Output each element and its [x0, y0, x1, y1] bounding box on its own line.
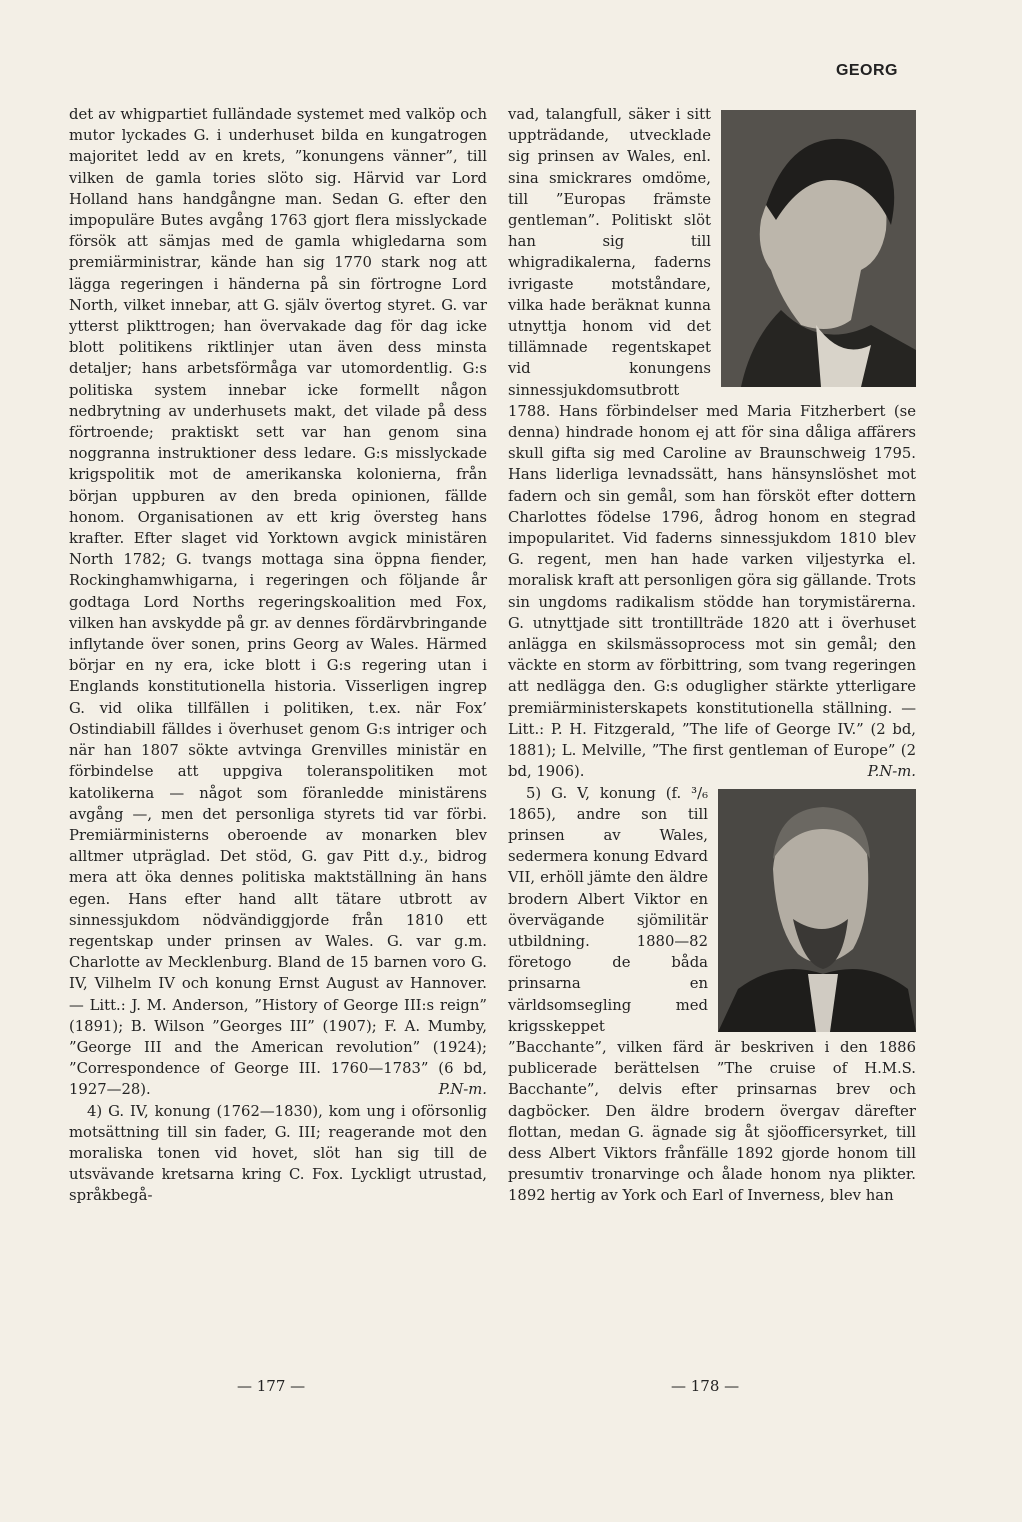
running-head: GEORG: [835, 62, 898, 79]
portrait-george-iv-image: [721, 110, 916, 387]
author-signature: P.N-m.: [438, 1081, 487, 1099]
page-number-left: — 177 —: [237, 1377, 306, 1395]
left-column: [69, 104, 487, 1207]
author-signature: P.N-m.: [867, 763, 916, 781]
article-george-iii-body: det av whigpartiet fulländade systemet med valköp och mutor lyckades G. i underhuset bilda en kungatrogen majoritet ledd av en krets, ”konungens vänner”, till vilken de gamla tories slöto sig. Härvid var Lord Holland hans handgångne man. Sedan G. efter den impopuläre Butes avgång 1763 gjort flera misslyckade försök att sämjas med de gamla whigledarna som premiärministrar, kände han sig 1770 stark nog att lägga regeringen i händerna på sin förtrogne Lord North, vilket innebar, att G. själv övertog styret. G. var ytterst plikttrogen; han övervakade dag för dag icke blott politikens riktlinjer utan även dess minsta detaljer; hans arbetsförmåga var utomordentlig. G:s politiska system innebar icke formellt någon nedbrytning av underhusets makt, det vilade på dess förtroende; praktiskt sett var han genom sina noggranna instruktioner dess ledare. G:s misslyckade krigspolitik mot de amerikanska kolonierna, från början uppburen av den breda opinionen, fällde honom. Organisationen av ett krig översteg hans krafter. Efter slaget vid Yorktown avgick ministären North 1782; G. tvangs mottaga sina öppna fiender, Rockinghamwhigarna, i regeringen och följande år godtaga Lord Norths regeringskoalition med Fox, vilken han avskydde på gr. av dennes fördärvbringande inflytande över sonen, prins Georg av Wales. Härmed börjar en ny era, icke blott i G:s regering utan i Englands konstitutionella historia. Visserligen ingrep G. vid olika tillfällen i politiken, t.ex. när Fox’ Ostindiabill fälldes i överhuset genom G:s intriger och när han 1807 sökte avtvinga Grenvilles ministär en förbindelse att uppgiva toleranspolitiken mot katolikerna — något som föranledde ministärens avgång —, men det personliga styrets tid var förbi. Premiärministerns oberoende av monarken blev alltmer utpräglad. Det stöd, G. gav Pitt d.y., bidrog mera att öka dennes politiska maktställning än hans egen. Hans efter hand allt tätare utbrott av sinnessjukdom nödvändiggjorde från 1810 ett regentskap under prinsen av Wales. G. var g.m. Charlotte av Mecklenburg. Bland de 15 barnen voro G. IV, Vilhelm IV och konung Ernst August av Hannover. — Litt.: J. M. Anderson, ”History of George III:s reign” (1891); B. Wilson ”Georges III” (1907); F. A. Mumby, ”George III and the American revolution” (1924); ”Correspondence of George III. 1760—1783” (6 bd, 1927—28). P.N-m.: [69, 104, 487, 1101]
article-george-iv-continued: vad, talangfull, säker i sitt uppträdande, utvecklade sig prinsen av Wales, enl. sina smickrares omdöme, till ”Europas främste gentleman”. Politiskt slöt han sig till whigradikalerna, faderns ivrigaste motståndare, vilka hade beräknat kunna utnyttja honom vid det tillämnade regentskapet vid konungens sinnessjukdomsutbrott 1788. Hans förbindelser med Maria Fitzherbert (se denna) hindrade honom ej att för sina dåliga affärers skull gifta sig med Caroline av Braunschweig 1795. Hans liderliga levnadssätt, hans hänsynslöshet mot fadern och sin gemål, som han försköt efter dottern Charlottes födelse 1796, ådrog honom en stegrad impopularitet. Vid faderns sinnessjukdom 1810 blev G. regent, men han hade varken viljestyrka el. moralisk kraft att personligen göra sig gällande. Trots sin ungdoms radikalism stödde han torymistärerna. G. utnyttjade sitt trontillträde 1820 att i överhuset anlägga en skilsmässoprocess mot sin gemål; den väckte en storm av förbittring, som tvang regeringen att nedlägga den. G:s odugligher stärkte ytterligare premiärministerskapets konstitutionella ställning. — Litt.: P. H. Fitzgerald, ”The life of George IV.” (2 bd, 1881); L. Melville, ”The first gentleman of Europe” (2 bd, 1906). P.N-m.: [508, 104, 916, 783]
article-george-v: 5) G. V, konung (f. ³/₆ 1865), andre son till prinsen av Wales, sedermera konung Edvard VII, erhöll jämte den äldre brodern Albert Viktor en övervägande sjömilitär utbildning. 1880—82 företogo de båda prinsarna en världsomsegling med krigsskeppet ”Bacchante”, vilken färd är beskriven i den 1886 publicerade berättelsen ”The cruise of H.M.S. Bacchante”, delvis efter prinsarnas brev och dagböcker. Den äldre brodern övergav därefter flottan, medan G. ägnade sig åt sjöofficersyrket, till dess Albert Viktors frånfälle 1892 gjorde honom till presumtiv tronarvinge och ålade honom nya plikter. 1892 hertig av York och Earl of Inverness, blev han: [508, 784, 916, 1205]
page-number-right: — 178 —: [671, 1377, 740, 1395]
right-column: [508, 104, 916, 1207]
portrait-george-v-image: [718, 789, 916, 1032]
article-george-iv-start: 4) G. IV, konung (1762—1830), kom ung i oförsonlig motsättning till sin fader, G. III; reagerande mot den moraliska tonen vid hovet, slöt han sig till de utsvävande kretsarna kring C. Fox. Lyckligt utrustad, språkbegå-: [69, 1102, 487, 1205]
